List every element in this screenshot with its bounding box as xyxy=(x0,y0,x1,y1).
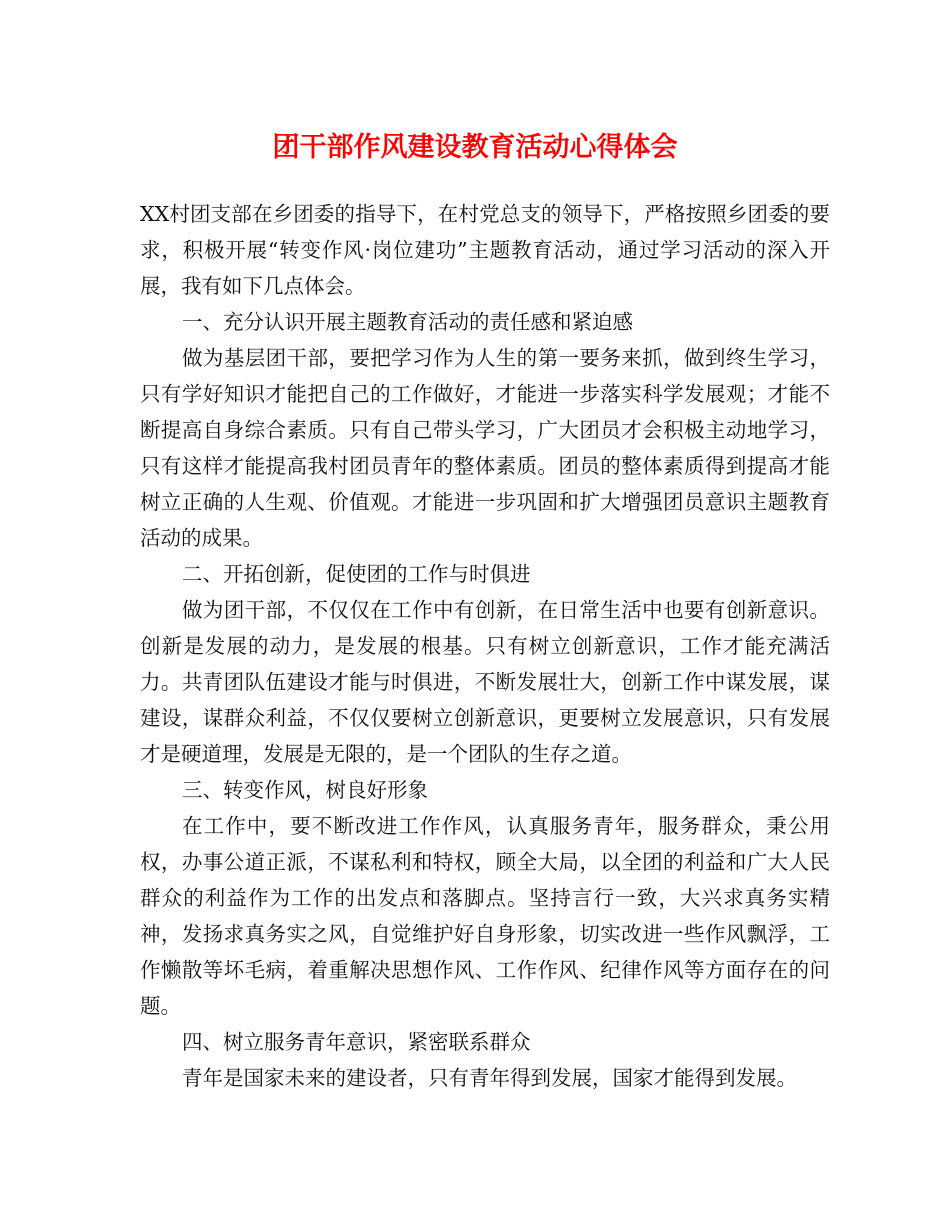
section-heading-1: 一、充分认识开展主题教育活动的责任感和紧迫感 xyxy=(182,310,633,334)
paragraph-section-2: 做为团干部，不仅仅在工作中有创新，在日常生活中也要有创新意识。创新是发展的动力，是发展的根基。只有树立创新意识，工作才能充满活力。共青团队伍建设才能与时俱进，不断发展壮大，创新工作中谋发展，谋建设，谋群众利益，不仅仅要树立创新意识，更要树立发展意识，只有发展才是硬道理，发展是无限的，是一个团队的生存之道。 xyxy=(140,598,830,766)
section-heading-3: 三、转变作风，树良好形象 xyxy=(182,778,428,802)
page-title: 团干部作风建设教育活动心得体会 xyxy=(272,132,678,163)
section-heading-4: 四、树立服务青年意识，紧密联系群众 xyxy=(182,1030,531,1054)
paragraph-intro: XX村团支部在乡团委的指导下，在村党总支的领导下，严格按照乡团委的要求，积极开展“转变作风·岗位建功”主题教育活动，通过学习活动的深入开展，我有如下几点体会。 xyxy=(140,202,830,298)
document-body xyxy=(140,196,830,1096)
section-heading-2: 二、开拓创新，促使团的工作与时俱进 xyxy=(182,562,531,586)
paragraph-section-1: 做为基层团干部，要把学习作为人生的第一要务来抓，做到终生学习，只有学好知识才能把自己的工作做好，才能进一步落实科学发展观；才能不断提高自身综合素质。只有自己带头学习，广大团员才会积极主动地学习，只有这样才能提高我村团员青年的整体素质。团员的整体素质得到提高才能树立正确的人生观、价值观。才能进一步巩固和扩大增强团员意识主题教育活动的成果。 xyxy=(140,346,830,550)
paragraph-section-4: 青年是国家未来的建设者，只有青年得到发展，国家才能得到发展。 xyxy=(182,1066,797,1090)
paragraph-section-3: 在工作中，要不断改进工作作风，认真服务青年，服务群众，秉公用权，办事公道正派，不谋私利和特权，顾全大局，以全团的利益和广大人民群众的利益作为工作的出发点和落脚点。坚持言行一致，大兴求真务实精神，发扬求真务实之风，自觉维护好自身形象，切实改进一些作风飘浮，工作懒散等坏毛病，着重解决思想作风、工作作风、纪律作风等方面存在的问题。 xyxy=(140,814,830,1018)
